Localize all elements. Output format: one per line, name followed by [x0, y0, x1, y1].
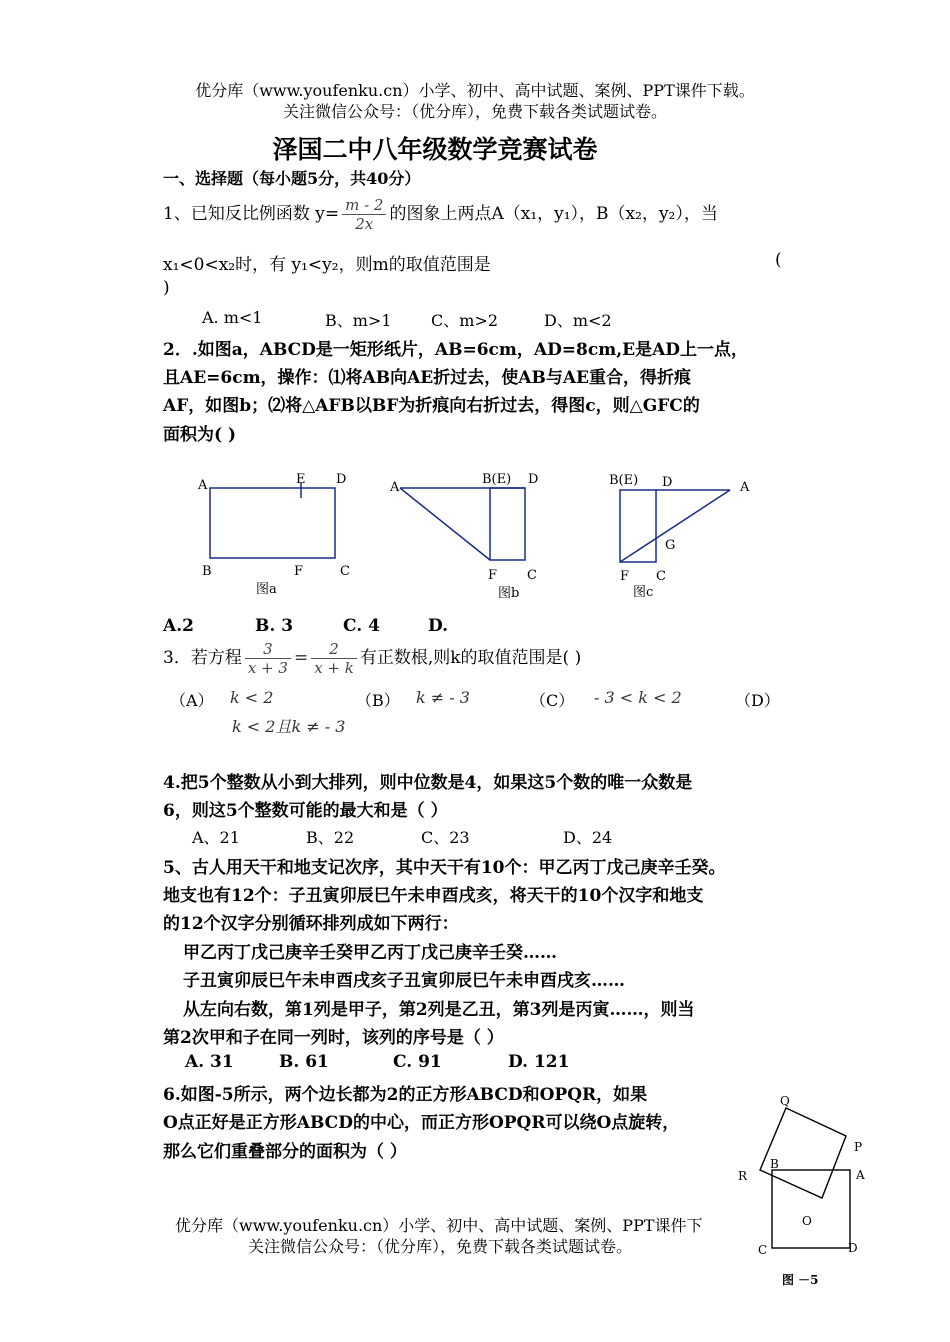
fig-a-label-b: B [202, 564, 212, 579]
q3-option-d-label: （D） [735, 691, 780, 710]
q1-option-c: C、m>2 [431, 311, 499, 330]
fig-b-fold-line [400, 488, 490, 560]
q1-fraction [342, 196, 386, 233]
q2-option-c: C. 4 [343, 616, 380, 636]
fig-c-label-a: A [740, 480, 750, 495]
fig-b-caption: 图b [498, 586, 520, 601]
q4-option-c: C、23 [421, 828, 470, 847]
q3-option-a-label: （A） [170, 691, 214, 710]
q5-line4: 甲乙丙丁戊己庚辛壬癸甲乙丙丁戊己庚辛壬癸…… [183, 943, 557, 963]
q6-label-d: D [848, 1241, 858, 1255]
section-heading: 一、选择题（每小题5分，共40分） [163, 169, 421, 188]
q3-line1 [163, 640, 581, 677]
q3-option-b-label: （B） [356, 691, 400, 710]
header-line-2: 关注微信公众号：（优分库），免费下载各类试题试卷。 [282, 102, 667, 121]
q5-line7: 第2次甲和子在同一列时，该列的序号是（ ） [163, 1028, 504, 1048]
fig-b-label-be: B(E) [482, 472, 512, 487]
q6-line1: 6.如图-5所示，两个边长都为2的正方形ABCD和OPQR，如果 [163, 1085, 648, 1105]
q4-option-b: B、22 [306, 828, 355, 847]
header-line-1: 优分库（www.youfenku.cn）小学、初中、高中试题、案例、PPT课件下载。 [195, 81, 755, 100]
q3-option-a: k < 2 [230, 688, 274, 707]
q6-label-c: C [758, 1243, 768, 1257]
footer-line-2: 关注微信公众号：（优分库），免费下载各类试题试卷。 [248, 1237, 633, 1256]
q5-option-a: A. 31 [185, 1052, 234, 1072]
q1-post: 的图象上两点A（x₁，y₁），B（x₂，y₂），当 [389, 204, 718, 224]
figure-b [389, 472, 538, 601]
figure-a [197, 472, 350, 597]
q6-label-b: B [770, 1157, 779, 1171]
q5-option-d: D. 121 [508, 1052, 570, 1072]
q1-line2: x₁<0<x₂时，有 y₁<y₂，则m的取值范围是 [163, 255, 491, 275]
fig-a-label-a: A [198, 478, 208, 493]
fig-a-label-c: C [340, 564, 350, 579]
q6-label-o: O [802, 1214, 812, 1228]
fig-b-rect [490, 488, 525, 560]
q5-line1: 5、古人用天干和地支记次序，其中天干有10个：甲乙丙丁戊己庚辛壬癸。 [163, 858, 726, 878]
fig-b-label-d: D [528, 472, 539, 487]
q4-line2: 6，则这5个整数可能的最大和是（ ） [163, 801, 448, 821]
q2-line2: 且AE=6cm，操作：⑴将AB向AE折过去，使AB与AE重合，得折痕 [163, 368, 691, 388]
fig-b-label-a: A [390, 480, 400, 495]
q6-figure-caption: 图 －5 [782, 1273, 819, 1287]
fig-a-label-d: D [336, 472, 347, 487]
fig-c-label-d: D [662, 475, 673, 490]
fig-c-label-f: F [620, 569, 630, 584]
q3-f2-den: x + k [314, 659, 354, 677]
q3-f1-den: x + 3 [247, 659, 288, 677]
q6-line2: O点正好是正方形ABCD的中心，而正方形OPQR可以绕O点旋转， [163, 1113, 680, 1133]
q6-line3: 那么它们重叠部分的面积为（ ） [163, 1142, 407, 1162]
fig-c-rect [620, 490, 656, 562]
q5-line5: 子丑寅卯辰巳午未申酉戌亥子丑寅卯辰巳午未申酉戌亥…… [183, 971, 625, 991]
q2-option-b: B. 3 [255, 616, 294, 636]
q1-line1 [163, 196, 718, 233]
fig-a-label-f: F [294, 564, 304, 579]
q1-option-b: B、m>1 [325, 311, 392, 330]
fig-a-caption: 图a [256, 582, 277, 597]
q6-label-a: A [856, 1168, 865, 1182]
page-title: 泽国二中八年级数学竞赛试卷 [272, 135, 598, 164]
fig-b-label-f: F [488, 568, 498, 583]
q2-figures [190, 465, 770, 605]
fig-a-label-e: E [296, 472, 306, 487]
q3-option-c: - 3 < k < 2 [594, 688, 682, 707]
q1-pre: 1、已知反比例函数 y= [163, 204, 340, 224]
q2-line1: 2．.如图a，ABCD是一矩形纸片，AB=6cm，AD=8cm,E是AD上一点， [163, 340, 749, 360]
q3-fraction-1 [245, 640, 291, 677]
figure-c [609, 473, 750, 600]
q3-f2-num: 2 [311, 640, 357, 659]
q2-option-a: A.2 [163, 616, 194, 636]
q3-option-c-label: （C） [530, 691, 575, 710]
q2-line4: 面积为( ) [163, 425, 237, 445]
q3-option-d: k < 2且k ≠ - 3 [232, 717, 346, 736]
fig-c-label-g: G [665, 538, 676, 553]
q5-line6: 从左向右数，第1列是甲子，第2列是乙丑，第3列是丙寅……，则当 [183, 1000, 695, 1020]
q5-line2: 地支也有12个：子丑寅卯辰巳午未申酉戌亥，将天干的10个汉字和地支 [163, 886, 704, 906]
q3-equals: = [293, 648, 309, 668]
q1-frac-den: 2x [355, 215, 374, 233]
fig-c-label-be: B(E) [609, 473, 639, 488]
q3-option-b: k ≠ - 3 [416, 688, 470, 707]
q5-line3: 的12个汉字分别循环排列成如下两行： [163, 914, 459, 934]
q3-fraction-2 [311, 640, 357, 677]
q1-paren-open: ( [775, 250, 782, 270]
q6-square-opqr [760, 1108, 846, 1198]
q4-option-d: D、24 [563, 828, 613, 847]
q5-option-b: B. 61 [279, 1052, 329, 1072]
fig-a-rect [210, 488, 335, 558]
q6-square-abcd [772, 1170, 850, 1248]
q3-f1-num: 3 [245, 640, 291, 659]
q2-option-d: D. [428, 616, 449, 636]
fig-c-label-c: C [656, 569, 666, 584]
q3-post: 有正数根,则k的取值范围是( ) [359, 648, 582, 668]
q1-option-a: A. m<1 [202, 308, 263, 327]
q6-label-r: R [738, 1169, 748, 1183]
q5-option-c: C. 91 [393, 1052, 442, 1072]
q6-label-p: P [854, 1140, 863, 1154]
q2-line3: AF，如图b；⑵将△AFB以BF为折痕向右折过去，得图c，则△GFC的 [163, 396, 700, 416]
q4-option-a: A、21 [192, 828, 240, 847]
q6-figure [730, 1088, 870, 1293]
fig-b-label-c: C [527, 568, 537, 583]
q6-label-q: Q [780, 1094, 790, 1108]
footer-line-1: 优分库（www.youfenku.cn）小学、初中、高中试题、案例、PPT课件下 [175, 1216, 703, 1235]
q1-frac-num: m - 2 [342, 196, 386, 215]
q3-pre: 3．若方程 [163, 648, 242, 668]
q1-paren-close: ) [163, 278, 170, 298]
fig-c-caption: 图c [633, 585, 654, 600]
q1-option-d: D、m<2 [544, 311, 612, 330]
q4-line1: 4.把5个整数从小到大排列，则中位数是4，如果这5个数的唯一众数是 [163, 773, 693, 793]
